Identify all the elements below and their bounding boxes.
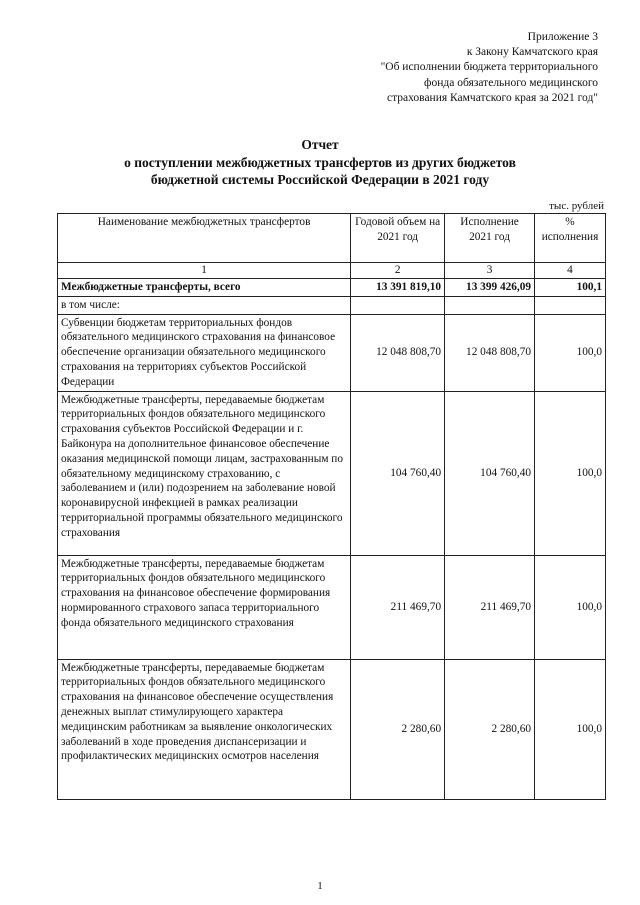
title-line: бюджетной системы Российской Федерации в 2021 году	[150, 172, 490, 187]
row-name: Межбюджетные трансферты, передаваемые бюджетам территориальных фондов обязательного медицинского страхования субъектов Российской Федерации и г. Байконура на дополнительное финансовое обеспечение оказания медицинской помощи лицам, застрахованным по обязательному медицинскому страхованию, с заболеванием и (или) подозрением на заболевание новой коронавирусной инфекцией в рамках реализации территориальной программы обязательного медицинского страхования	[58, 391, 351, 555]
column-number: 3	[445, 263, 535, 279]
title-line: Отчет	[301, 137, 339, 152]
appendix-line: фонда обязательного медицинского	[424, 76, 598, 89]
transfers-table	[57, 213, 606, 800]
row-name: Межбюджетные трансферты, передаваемые бюджетам территориальных фондов обязательного медицинского страхования на финансовое обеспечение формирования нормированного страхового запаса территориального фонда обязательного медицинского страхования	[58, 555, 351, 659]
row-planned: 104 760,40	[351, 391, 445, 555]
table-row	[58, 555, 606, 659]
total-planned: 13 391 819,10	[351, 279, 445, 297]
appendix-line: к Закону Камчатского края	[466, 46, 598, 59]
total-row	[58, 279, 606, 297]
total-percent: 100,1	[535, 279, 606, 297]
report-title	[0, 136, 640, 189]
units-label: тыс. рублей	[549, 200, 604, 212]
row-percent: 100,0	[535, 391, 606, 555]
table-row	[58, 314, 606, 391]
appendix-line: страхования Камчатского края за 2021 год"	[386, 91, 598, 104]
total-executed: 13 399 426,09	[445, 279, 535, 297]
row-planned: 2 280,60	[351, 659, 445, 799]
row-executed: 104 760,40	[445, 391, 535, 555]
table-row	[58, 659, 606, 799]
header-planned: Годовой объем на 2021 год	[351, 214, 445, 263]
row-planned: 211 469,70	[351, 555, 445, 659]
column-number: 1	[58, 263, 351, 279]
row-name: Субвенции бюджетам территориальных фондов обязательного медицинского страхования на финансовое обеспечение организации обязательного медицинского страхования на территориях субъектов Российской Федерации	[58, 314, 351, 391]
including-label: в том числе:	[58, 296, 351, 314]
total-name: Межбюджетные трансферты, всего	[58, 279, 351, 297]
appendix-line: "Об исполнении бюджета территориального	[380, 61, 598, 74]
column-numbers-row	[58, 263, 606, 279]
row-executed: 12 048 808,70	[445, 314, 535, 391]
row-name: Межбюджетные трансферты, передаваемые бюджетам территориальных фондов обязательного медицинского страхования на финансовое обеспечение осуществления денежных выплат стимулирующего характера медицинским работникам за выявление онкологических заболеваний в ходе проведения диспансеризации и профилактических медицинских осмотров населения	[58, 659, 351, 799]
header-percent: % исполнения	[535, 214, 606, 263]
row-percent: 100,0	[535, 314, 606, 391]
including-row	[58, 296, 606, 314]
row-executed: 2 280,60	[445, 659, 535, 799]
column-number: 2	[351, 263, 445, 279]
appendix-note	[381, 30, 598, 106]
header-name: Наименование межбюджетных трансфертов	[58, 214, 351, 263]
column-number: 4	[535, 263, 606, 279]
row-planned: 12 048 808,70	[351, 314, 445, 391]
row-percent: 100,0	[535, 659, 606, 799]
header-row	[58, 214, 606, 263]
row-percent: 100,0	[535, 555, 606, 659]
page-number: 1	[317, 880, 323, 892]
header-executed: Исполнение 2021 год	[445, 214, 535, 263]
row-executed: 211 469,70	[445, 555, 535, 659]
table-row	[58, 391, 606, 555]
title-line: о поступлении межбюджетных трансфертов из других бюджетов	[124, 154, 516, 170]
appendix-line: Приложение 3	[527, 31, 598, 43]
